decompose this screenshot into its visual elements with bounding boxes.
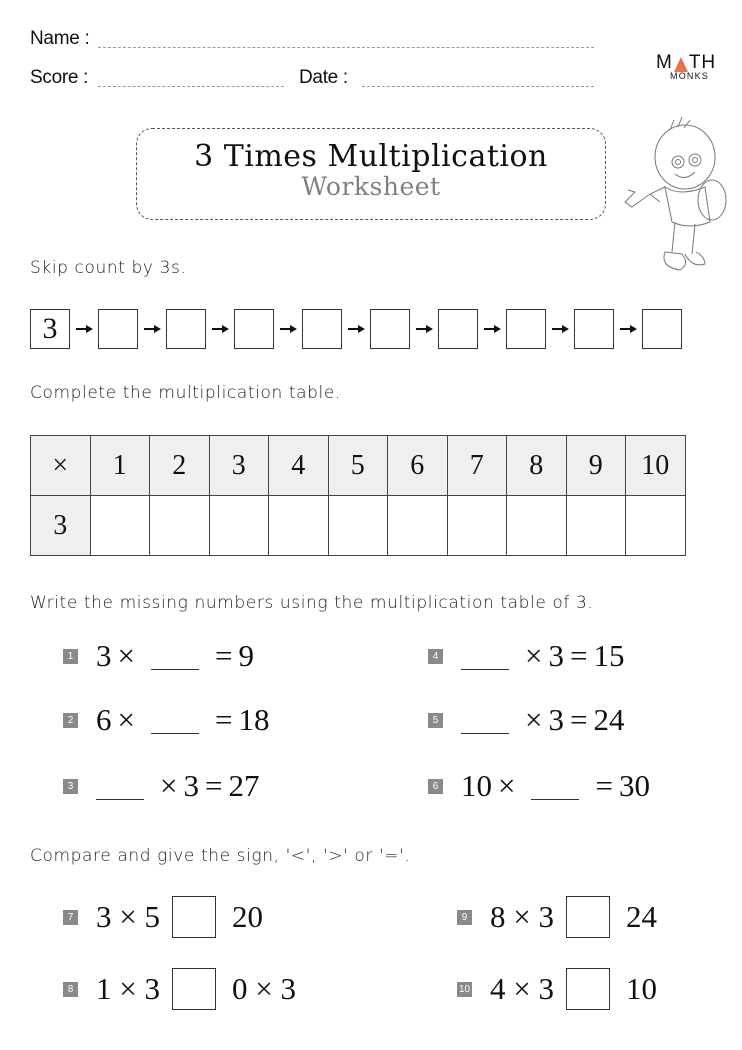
table-header-cell: 7 xyxy=(447,436,507,496)
table-header-cell: 4 xyxy=(269,436,329,496)
page-title: 3 Times Multiplication xyxy=(194,139,548,174)
result: 24 xyxy=(593,702,625,737)
compare-right: 24 xyxy=(625,899,657,934)
table-header-cell: 1 xyxy=(90,436,150,496)
operand: 3 xyxy=(548,638,564,673)
table-header-cell: 9 xyxy=(566,436,626,496)
result: 15 xyxy=(593,638,625,673)
title-box xyxy=(136,128,606,220)
question-number-badge: 4 xyxy=(428,649,443,664)
math-monks-logo xyxy=(656,52,716,81)
question-number-badge: 10 xyxy=(458,983,471,995)
skip-box-input[interactable] xyxy=(506,309,546,349)
times-sign: × xyxy=(117,702,135,737)
question-number-badge: 8 xyxy=(63,982,78,997)
equals-sign: = xyxy=(569,638,588,673)
skip-count-instruction: Skip count by 3s. xyxy=(30,258,187,278)
operand: 3 xyxy=(183,768,199,803)
times-sign: × xyxy=(160,768,178,803)
arrow-right-icon xyxy=(342,324,370,334)
compare-sign-box[interactable] xyxy=(172,896,216,938)
arrow-right-icon xyxy=(138,324,166,334)
question-9 xyxy=(457,896,657,938)
operand: 10 xyxy=(461,768,492,803)
skip-box-input[interactable] xyxy=(574,309,614,349)
answer-blank[interactable] xyxy=(461,707,509,734)
question-number-badge: 6 xyxy=(428,779,443,794)
name-label: Name : xyxy=(30,28,90,49)
table-answer-cell[interactable] xyxy=(328,496,388,556)
table-answer-cell[interactable] xyxy=(209,496,269,556)
question-number-badge: 5 xyxy=(428,713,443,728)
compare-sign-box[interactable] xyxy=(566,896,610,938)
equals-sign: = xyxy=(204,768,223,803)
question-10 xyxy=(457,968,657,1010)
table-header-cell: 3 xyxy=(209,436,269,496)
triangle-icon xyxy=(674,57,688,72)
table-row xyxy=(31,496,686,556)
equals-sign: = xyxy=(595,768,613,803)
answer-blank[interactable] xyxy=(531,773,579,800)
skip-box-input[interactable] xyxy=(370,309,410,349)
logo-text-left: M xyxy=(656,52,673,73)
compare-instruction: Compare and give the sign, '<', '>' or '='. xyxy=(30,846,411,866)
arrow-right-icon xyxy=(70,324,98,334)
multiplication-table xyxy=(30,435,686,556)
skip-box-input[interactable] xyxy=(302,309,342,349)
table-header-cell: 8 xyxy=(507,436,567,496)
question-8 xyxy=(63,968,296,1010)
result: 9 xyxy=(238,638,254,673)
question-number-badge: 9 xyxy=(457,910,472,925)
question-number-badge: 1 xyxy=(63,649,78,664)
table-corner-cell: × xyxy=(31,436,91,496)
skip-box-input[interactable] xyxy=(642,309,682,349)
table-answer-cell[interactable] xyxy=(566,496,626,556)
operand: 3 xyxy=(548,702,564,737)
arrow-right-icon xyxy=(478,324,506,334)
compare-right: 20 xyxy=(231,899,263,934)
table-header-cell: 5 xyxy=(328,436,388,496)
table-header-cell: 10 xyxy=(626,436,686,496)
result: 27 xyxy=(228,768,260,803)
operand: 3 xyxy=(96,638,112,673)
question-number-badge: 2 xyxy=(63,713,78,728)
missing-numbers-instruction: Write the missing numbers using the multiplication table of 3. xyxy=(30,593,594,613)
answer-blank[interactable] xyxy=(151,707,199,734)
skip-box-input[interactable] xyxy=(98,309,138,349)
equals-sign: = xyxy=(214,702,233,737)
times-sign: × xyxy=(117,638,135,673)
table-answer-cell[interactable] xyxy=(90,496,150,556)
compare-sign-box[interactable] xyxy=(172,968,216,1010)
skip-box: 3 xyxy=(30,309,70,349)
table-header-cell: 6 xyxy=(388,436,448,496)
table-answer-cell[interactable] xyxy=(626,496,686,556)
question-3 xyxy=(63,768,259,804)
skip-box-input[interactable] xyxy=(438,309,478,349)
times-sign: × xyxy=(525,638,543,673)
answer-blank[interactable] xyxy=(96,773,144,800)
result: 18 xyxy=(238,702,270,737)
table-answer-cell[interactable] xyxy=(150,496,210,556)
result: 30 xyxy=(618,768,650,803)
question-number-badge: 7 xyxy=(63,910,78,925)
table-row-label: 3 xyxy=(31,496,91,556)
table-header-row xyxy=(31,436,686,496)
score-field[interactable] xyxy=(98,86,284,87)
answer-blank[interactable] xyxy=(151,643,199,670)
logo-text-right: TH xyxy=(688,52,717,73)
table-answer-cell[interactable] xyxy=(269,496,329,556)
arrow-right-icon xyxy=(274,324,302,334)
compare-left: 1 × 3 xyxy=(96,971,160,1006)
question-7 xyxy=(63,896,263,938)
compare-right: 10 xyxy=(625,971,657,1006)
page-subtitle: Worksheet xyxy=(301,172,441,201)
answer-blank[interactable] xyxy=(461,643,509,670)
table-header-cell: 2 xyxy=(150,436,210,496)
skip-count-row xyxy=(30,309,682,349)
compare-right: 0 × 3 xyxy=(231,971,296,1006)
question-4 xyxy=(428,638,624,674)
table-instruction: Complete the multiplication table. xyxy=(30,383,341,403)
question-number-badge: 3 xyxy=(63,779,78,794)
question-2 xyxy=(63,702,269,738)
times-sign: × xyxy=(498,768,516,803)
equals-sign: = xyxy=(214,638,233,673)
question-1 xyxy=(63,638,254,674)
logo-subtext: MONKS xyxy=(670,71,710,81)
compare-left: 3 × 5 xyxy=(96,899,160,934)
table-answer-cell[interactable] xyxy=(447,496,507,556)
table-answer-cell[interactable] xyxy=(388,496,448,556)
arrow-right-icon xyxy=(206,324,234,334)
table-answer-cell[interactable] xyxy=(507,496,567,556)
times-sign: × xyxy=(525,702,543,737)
arrow-right-icon xyxy=(614,324,642,334)
date-field[interactable] xyxy=(362,86,594,87)
operand: 6 xyxy=(96,702,112,737)
compare-left: 8 × 3 xyxy=(490,899,554,934)
skip-box-input[interactable] xyxy=(166,309,206,349)
compare-sign-box[interactable] xyxy=(566,968,610,1010)
name-field[interactable] xyxy=(98,47,594,48)
question-6 xyxy=(428,768,650,804)
date-label: Date : xyxy=(299,67,348,88)
cartoon-boy-illustration xyxy=(620,112,735,277)
arrow-right-icon xyxy=(410,324,438,334)
score-label: Score : xyxy=(30,67,89,88)
question-5 xyxy=(428,702,624,738)
skip-box-input[interactable] xyxy=(234,309,274,349)
compare-left: 4 × 3 xyxy=(490,971,554,1006)
arrow-right-icon xyxy=(546,324,574,334)
equals-sign: = xyxy=(569,702,588,737)
